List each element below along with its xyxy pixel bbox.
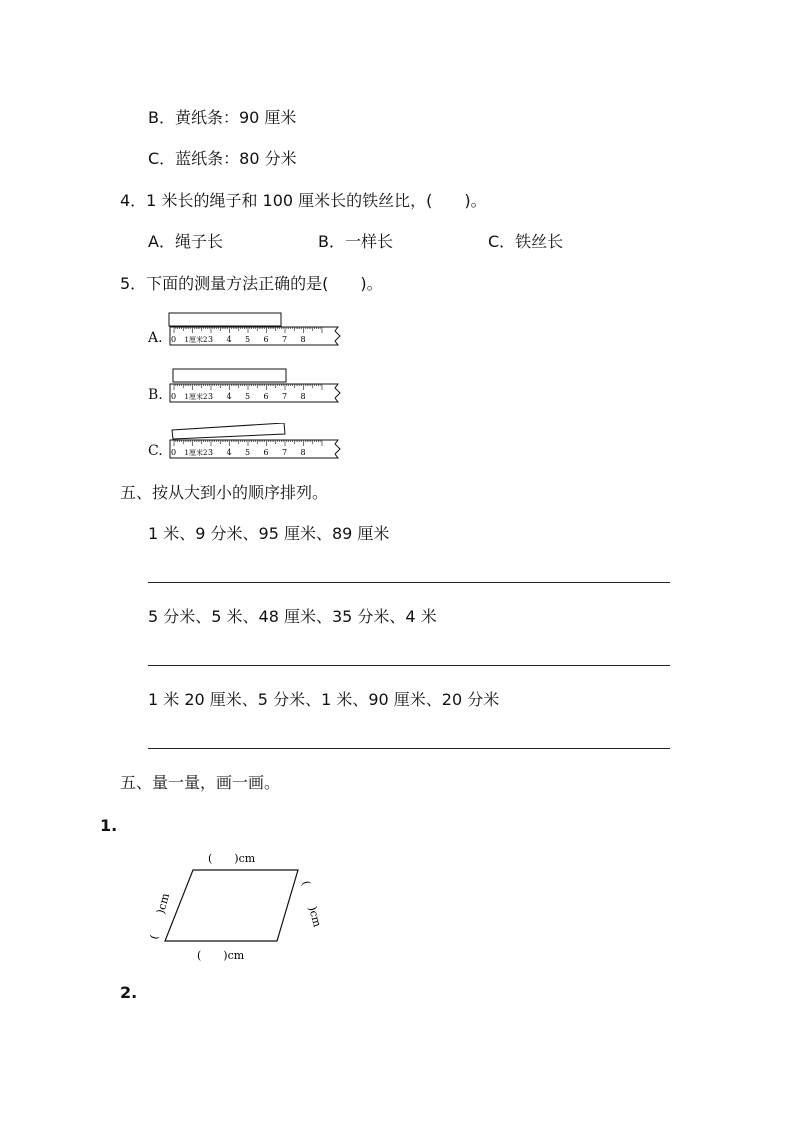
ruler-tick-label: 5	[245, 392, 251, 401]
item-2-number: 2.	[120, 983, 138, 1002]
ruler-tick-label: 0	[171, 392, 177, 401]
ruler	[170, 327, 340, 345]
q4-option-c: C．铁丝长	[488, 232, 564, 251]
ruler-tick-label: 5	[245, 448, 251, 457]
paper-strip-tilted	[172, 423, 285, 439]
order-row-3: 1 米 20 厘米、5 分米、1 米、90 厘米、20 分米	[148, 690, 500, 709]
q4-option-b: B．一样长	[318, 232, 393, 251]
ruler-option-b	[148, 367, 348, 407]
ruler-tick-label: 0	[171, 448, 177, 457]
parallelogram-figure	[140, 840, 340, 970]
answer-line-1[interactable]	[148, 582, 670, 583]
ruler-tick-label: 7	[282, 335, 288, 344]
ruler-c-figure	[148, 423, 348, 463]
ruler-tick-label: 3	[208, 448, 214, 457]
ruler-tick-label: 8	[300, 335, 306, 344]
parallelogram	[165, 870, 298, 941]
ruler-tick-label: 8	[300, 448, 306, 457]
answer-line-3[interactable]	[148, 748, 670, 749]
ruler-tick-label: 3	[208, 392, 214, 401]
top-side-label: ( )cm	[208, 852, 256, 865]
ruler-tick-label: 3	[208, 335, 214, 344]
q3-option-b: B．黄纸条：90 厘米	[148, 108, 297, 127]
ruler-a-label: A.	[148, 330, 163, 346]
ruler-b-figure	[148, 367, 348, 407]
ruler	[170, 440, 340, 458]
q5-stem: 5．下面的测量方法正确的是( )。	[120, 274, 383, 293]
left-side-label: ( )cm	[147, 891, 173, 941]
ruler-tick-label: 0	[171, 335, 177, 344]
paper-strip	[173, 369, 286, 382]
ruler-tick-label: 7	[282, 448, 288, 457]
item-1-number: 1.	[100, 816, 118, 835]
answer-line-2[interactable]	[148, 665, 670, 666]
ruler-option-a	[148, 310, 348, 350]
order-row-1: 1 米、9 分米、95 厘米、89 厘米	[148, 524, 390, 543]
section-measure-title: 五、量一量，画一画。	[120, 773, 281, 792]
ruler-tick-label: 7	[282, 392, 288, 401]
order-row-2: 5 分米、5 米、48 厘米、35 分米、4 米	[148, 607, 437, 626]
ruler-c-label: C.	[148, 443, 163, 459]
ruler-a-figure	[148, 310, 348, 350]
ruler-tick-label: 6	[263, 392, 269, 401]
ruler-tick-label: 1厘米2	[184, 449, 208, 457]
ruler-tick-label: 1厘米2	[184, 393, 208, 401]
ruler	[170, 384, 340, 402]
ruler-tick-label: 6	[263, 335, 269, 344]
q3-option-c: C．蓝纸条：80 分米	[148, 149, 297, 168]
ruler-tick-label: 4	[226, 392, 232, 401]
ruler-tick-label: 1厘米2	[184, 336, 208, 344]
ruler-tick-label: 4	[226, 448, 232, 457]
paper-strip	[169, 313, 281, 326]
q4-option-a: A．绳子长	[148, 232, 223, 251]
ruler-b-label: B.	[148, 387, 163, 403]
right-side-label: ( )cm	[299, 879, 324, 929]
ruler-option-c	[148, 423, 348, 463]
ruler-tick-label: 8	[300, 392, 306, 401]
ruler-tick-label: 5	[245, 335, 251, 344]
ruler-tick-label: 6	[263, 448, 269, 457]
section-order-title: 五、按从大到小的顺序排列。	[120, 483, 329, 502]
q4-stem: 4．1 米长的绳子和 100 厘米长的铁丝比，( )。	[120, 191, 487, 210]
ruler-tick-label: 4	[226, 335, 232, 344]
bottom-side-label: ( )cm	[197, 949, 245, 962]
